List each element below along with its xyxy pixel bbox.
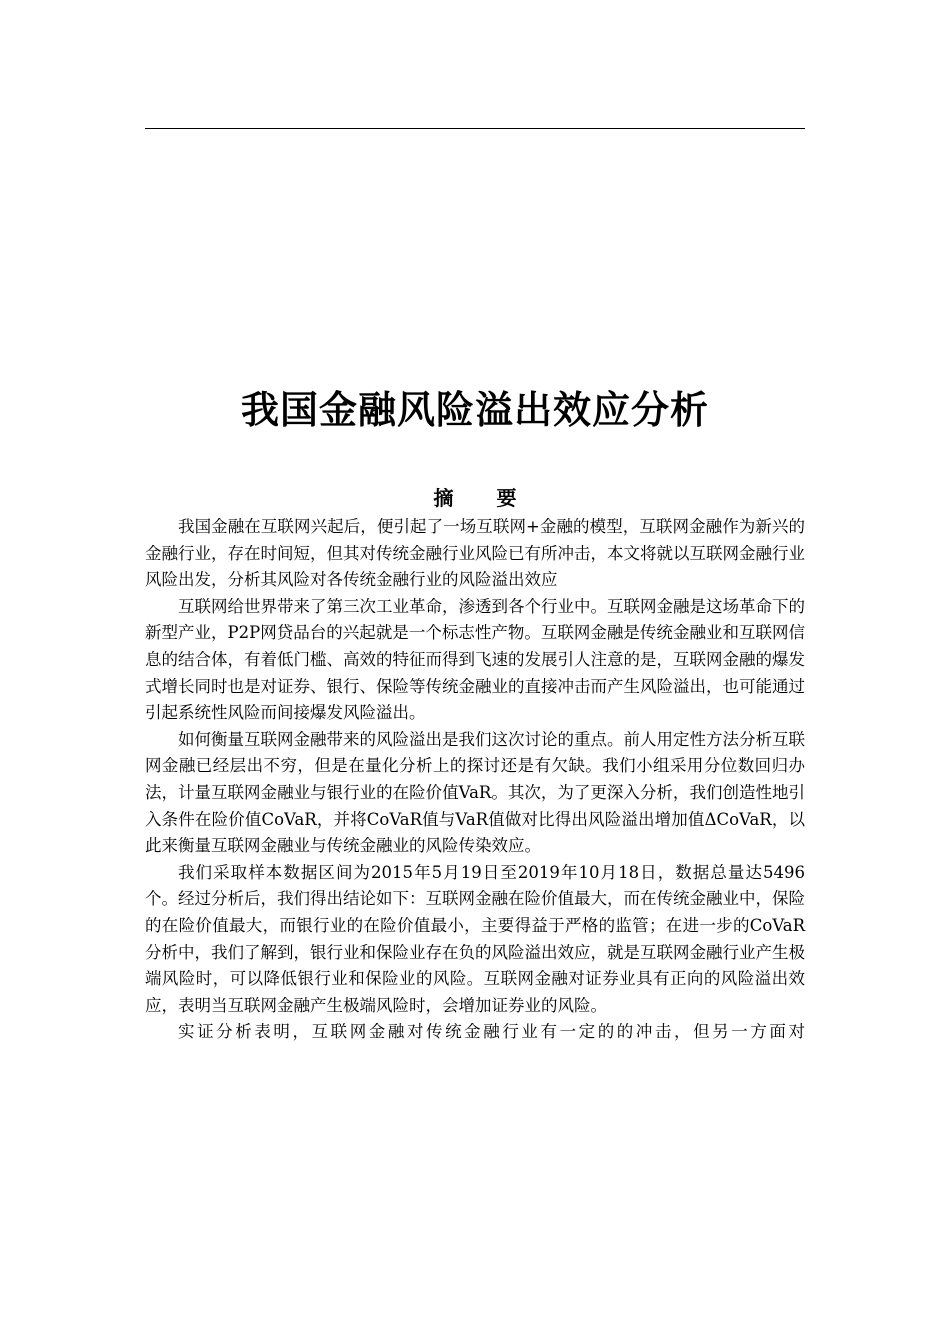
paper-title: 我国金融风险溢出效应分析 (240, 388, 709, 432)
abstract-paragraph-3: 如何衡量互联网金融带来的风险溢出是我们这次讨论的重点。前人用定性方法分析互联网金融已经层出不穷，但是在量化分析上的探讨还是有欠缺。我们小组采用分位数回归办法，计量互联网金融业与银行业的在险价值VaR。其次，为了更深入分析，我们创造性地引入条件在险价值CoVaR，并将CoVaR值与VaR值做对比得出风险溢出增加值ΔCoVaR，以此来衡量互联网金融业与传统金融业的风险传染效应。 (145, 729, 805, 856)
abstract-body (145, 514, 805, 1046)
header-rule (145, 128, 805, 129)
abstract-paragraph-4: 我们采取样本数据区间为2015年5月19日至2019年10月18日，数据总量达5496个。经过分析后，我们得出结论如下：互联网金融在险价值最大，而在传统金融业中，保险的在险价值最大，而银行业的在险价值最小，主要得益于严格的监管；在进一步的CoVaR分析中，我们了解到，银行业和保险业存在负的风险溢出效应，就是互联网金融行业产生极端风险时，可以降低银行业和保险业的风险。互联网金融对证券业具有正向的风险溢出效应，表明当互联网金融产生极端风险时，会增加证券业的风险。 (145, 862, 805, 1015)
abstract-paragraph-1: 我国金融在互联网兴起后，便引起了一场互联网+金融的模型，互联网金融作为新兴的金融行业，存在时间短，但其对传统金融行业风险已有所冲击，本文将就以互联网金融行业风险出发，分析其风险对各传统金融行业的风险溢出效应 (145, 517, 805, 590)
abstract-heading: 摘 要 (433, 486, 535, 510)
abstract-paragraph-2: 互联网给世界带来了第三次工业革命，渗透到各个行业中。互联网金融是这场革命下的新型产业，P2P网贷品台的兴起就是一个标志性产物。互联网金融是传统金融业和互联网信息的结合体，有着低门槛、高效的特征而得到飞速的发展引人注意的是，互联网金融的爆发式增长同时也是对证券、银行、保险等传统金融业的直接冲击而产生风险溢出，也可能通过引起系统性风险而间接爆发风险溢出。 (145, 596, 805, 723)
abstract-paragraph-5: 实证分析表明，互联网金融对传统金融行业有一定的的冲击，但另一方面对 (178, 1022, 805, 1042)
